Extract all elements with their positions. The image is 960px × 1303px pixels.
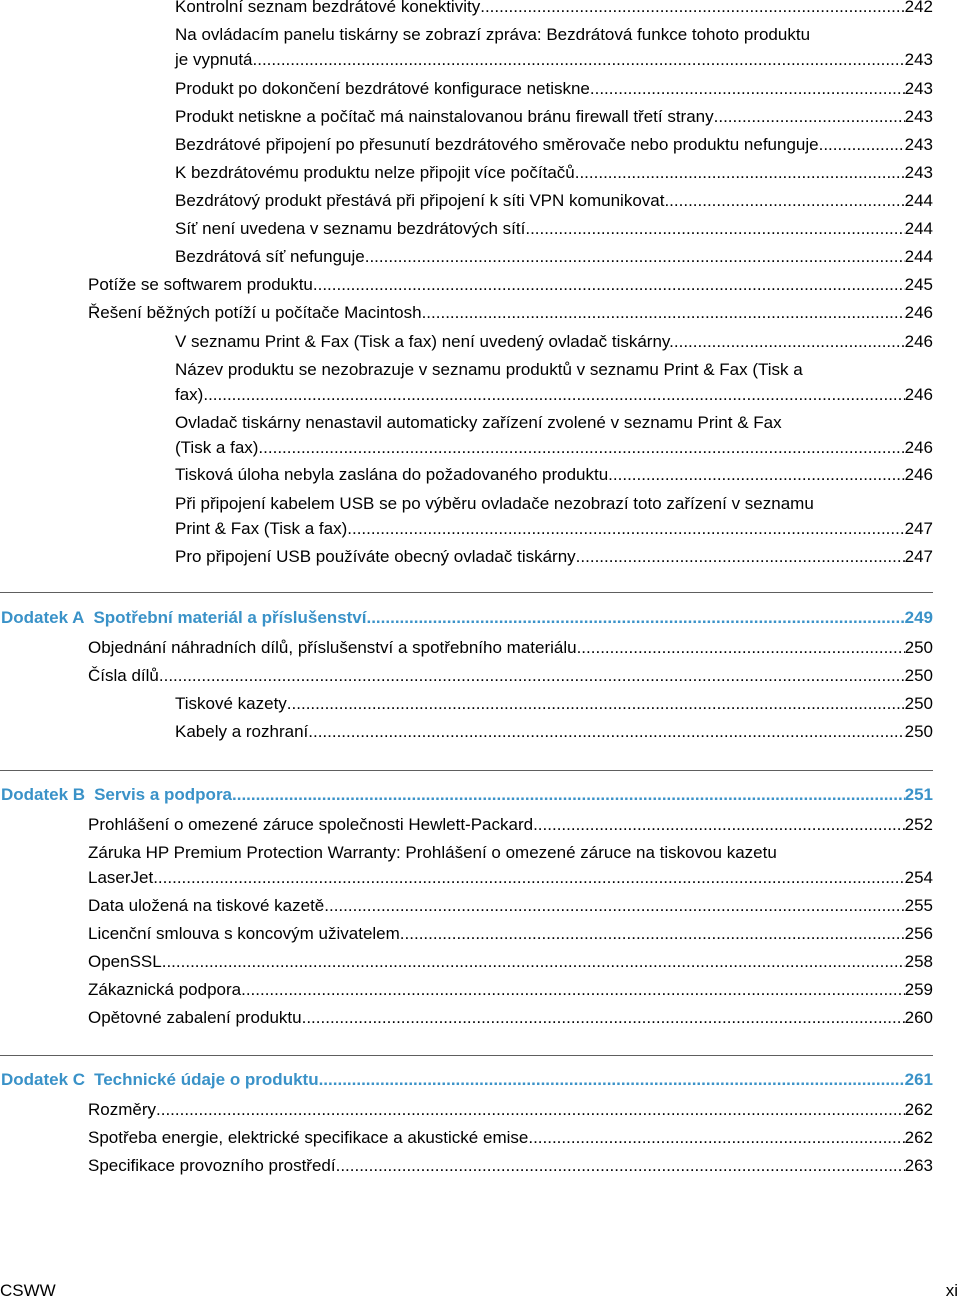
toc-page-number: 242 bbox=[904, 0, 933, 16]
toc-page-number: 246 bbox=[904, 465, 933, 484]
toc-entry[interactable] bbox=[88, 1126, 933, 1151]
toc-page-number: 246 bbox=[904, 332, 933, 351]
toc-entry[interactable] bbox=[88, 841, 933, 890]
dot-leader bbox=[324, 894, 904, 919]
toc-entry[interactable] bbox=[175, 161, 933, 186]
toc-entry-title: Tisková úloha nebyla zaslána do požadovaného produktu. bbox=[175, 465, 613, 484]
toc-entry-title: Tiskové kazety bbox=[175, 694, 287, 713]
toc-entry[interactable] bbox=[88, 950, 933, 975]
toc-entry[interactable] bbox=[175, 23, 933, 72]
footer-doc-code: CSWW bbox=[0, 1281, 56, 1300]
dot-leader bbox=[241, 978, 905, 1003]
appendix-label: Dodatek A Spotřební materiál a příslušenství bbox=[1, 608, 367, 627]
toc-entry-title: je vypnutá bbox=[175, 49, 253, 69]
toc-page-number: 250 bbox=[904, 666, 933, 685]
dot-leader bbox=[525, 217, 904, 242]
toc-page-number: 260 bbox=[904, 1008, 933, 1027]
toc-entry-title: Síť není uvedena v seznamu bezdrátových sítí bbox=[175, 219, 526, 238]
toc-page-number: 243 bbox=[904, 107, 933, 126]
dot-leader bbox=[313, 273, 905, 298]
toc-page-number: 262 bbox=[904, 1100, 933, 1119]
toc-entry-title: Rozměry bbox=[88, 1100, 157, 1119]
toc-entry-title: Kabely a rozhraní bbox=[175, 722, 309, 741]
dot-leader bbox=[533, 813, 905, 838]
toc-entry-title: Data uložená na tiskové kazetě bbox=[88, 896, 325, 915]
toc-entry-title: Produkt netiskne a počítač má nainstalovanou bránu firewall třetí strany bbox=[175, 107, 714, 126]
toc-entry[interactable] bbox=[175, 189, 933, 214]
footer-page-number: xi bbox=[945, 1281, 958, 1300]
toc-entry[interactable] bbox=[88, 1006, 933, 1031]
toc-entry[interactable] bbox=[175, 77, 933, 102]
toc-entry-title: Pro připojení USB používáte obecný ovladač tiskárny bbox=[175, 547, 576, 566]
toc-entry-title: Licenční smlouva s koncovým uživatelem bbox=[88, 924, 400, 943]
toc-entry-title-line1: Název produktu se nezobrazuje v seznamu produktů v seznamu Print & Fax (Tisk a bbox=[175, 360, 803, 379]
dot-leader bbox=[576, 545, 905, 570]
toc-entry-title-line1: Při připojení kabelem USB se po výběru ovladače nezobrazí toto zařízení v seznamu bbox=[175, 494, 814, 513]
toc-entry-title: Potíže se softwarem produktu bbox=[88, 275, 313, 294]
toc-entry[interactable] bbox=[88, 273, 933, 298]
toc-entry[interactable] bbox=[88, 636, 933, 661]
dot-leader bbox=[819, 133, 905, 158]
dot-leader bbox=[577, 636, 905, 661]
appendix-label: Dodatek B Servis a podpora bbox=[1, 785, 233, 804]
toc-entry-title: Řešení běžných potíží u počítače Macintosh bbox=[88, 303, 422, 322]
toc-entry[interactable] bbox=[88, 922, 933, 947]
toc-page-number: 247 bbox=[904, 547, 933, 566]
toc-entry[interactable] bbox=[175, 133, 933, 158]
toc-page-number: 247 bbox=[904, 518, 933, 538]
dot-leader bbox=[162, 950, 905, 975]
toc-entry-title: OpenSSL bbox=[88, 952, 162, 971]
toc-entry-title: Produkt po dokončení bezdrátové konfigurace netiskne bbox=[175, 79, 590, 98]
dot-leader bbox=[714, 105, 905, 130]
toc-page-number: 251 bbox=[904, 785, 933, 804]
toc-entry[interactable] bbox=[175, 330, 933, 355]
toc-page-number: 246 bbox=[904, 303, 933, 322]
toc-page-number: 255 bbox=[904, 896, 933, 915]
dot-leader bbox=[232, 783, 905, 808]
toc-entry[interactable] bbox=[175, 245, 933, 270]
section-divider bbox=[0, 1055, 933, 1056]
toc-entry[interactable] bbox=[88, 301, 933, 326]
toc-entry[interactable] bbox=[88, 813, 933, 838]
dot-leader bbox=[366, 606, 904, 631]
toc-entry-title: LaserJet bbox=[88, 867, 154, 887]
dot-leader bbox=[319, 1068, 905, 1093]
toc-entry[interactable] bbox=[88, 894, 933, 919]
toc-entry[interactable] bbox=[175, 720, 933, 745]
toc-entry-title: Bezdrátový produkt přestává při připojení k síti VPN komunikovat bbox=[175, 191, 665, 210]
dot-leader bbox=[159, 664, 905, 689]
toc-page-number: 243 bbox=[904, 163, 933, 182]
dot-leader bbox=[422, 301, 905, 326]
toc-page-number: 259 bbox=[904, 980, 933, 999]
section-divider bbox=[0, 770, 933, 771]
toc-entry[interactable] bbox=[175, 545, 933, 570]
toc-entry-title: (Tisk a fax). bbox=[175, 437, 264, 457]
dot-leader bbox=[575, 161, 905, 186]
toc-page-number: 254 bbox=[904, 867, 933, 887]
dot-leader bbox=[352, 517, 905, 542]
toc-entry-title: V seznamu Print & Fax (Tisk a fax) není uvedený ovladač tiskárny. bbox=[175, 332, 674, 351]
toc-entry-title: Zákaznická podpora bbox=[88, 980, 242, 999]
dot-leader bbox=[308, 720, 904, 745]
appendix-heading-c[interactable] bbox=[1, 1068, 933, 1093]
toc-entry-title: Bezdrátová síť nefunguje bbox=[175, 247, 365, 266]
dot-leader bbox=[263, 436, 904, 461]
appendix-heading-a[interactable] bbox=[1, 606, 933, 631]
dot-leader bbox=[613, 463, 905, 488]
toc-page-number: 250 bbox=[904, 694, 933, 713]
dot-leader bbox=[528, 1126, 904, 1151]
dot-leader bbox=[590, 77, 905, 102]
toc-page-number: 246 bbox=[904, 384, 933, 404]
toc-entry[interactable] bbox=[175, 217, 933, 242]
toc-page-number: 263 bbox=[904, 1156, 933, 1175]
toc-entry-title: Bezdrátové připojení po přesunutí bezdrátového směrovače nebo produktu nefunguje bbox=[175, 135, 819, 154]
toc-entry[interactable] bbox=[175, 492, 933, 541]
appendix-heading-b[interactable] bbox=[1, 783, 933, 808]
dot-leader bbox=[664, 189, 904, 214]
toc-entry-title: fax) bbox=[175, 384, 204, 404]
dot-leader bbox=[287, 692, 905, 717]
toc-page-number: 252 bbox=[904, 815, 933, 834]
toc-entry-title: Spotřeba energie, elektrické specifikace a akustické emise bbox=[88, 1128, 529, 1147]
toc-entry-title: Kontrolní seznam bezdrátové konektivity bbox=[175, 0, 481, 16]
dot-leader bbox=[400, 922, 905, 947]
toc-entry[interactable] bbox=[88, 1098, 933, 1123]
toc-entry[interactable] bbox=[175, 463, 933, 488]
toc-page-number: 245 bbox=[904, 275, 933, 294]
toc-page-number: 249 bbox=[904, 608, 933, 627]
toc-entry-title: Opětovné zabalení produktu bbox=[88, 1008, 302, 1027]
toc-page-number: 250 bbox=[904, 722, 933, 741]
toc-entry-title: Objednání náhradních dílů, příslušenství a spotřebního materiálu bbox=[88, 638, 577, 657]
toc-entry-title: K bezdrátovému produktu nelze připojit více počítačů bbox=[175, 163, 575, 182]
dot-leader bbox=[365, 245, 905, 270]
toc-page-number: 243 bbox=[904, 135, 933, 154]
toc-page-number: 261 bbox=[904, 1070, 933, 1089]
toc-page-number: 256 bbox=[904, 924, 933, 943]
section-divider bbox=[0, 592, 933, 593]
appendix-label: Dodatek C Technické údaje o produktu bbox=[1, 1070, 319, 1089]
dot-leader bbox=[674, 330, 905, 355]
toc-page-number: 258 bbox=[904, 952, 933, 971]
toc-entry[interactable] bbox=[175, 0, 933, 20]
toc-entry[interactable] bbox=[88, 1154, 933, 1179]
toc-page-number: 262 bbox=[904, 1128, 933, 1147]
dot-leader bbox=[153, 866, 904, 891]
toc-entry-title: Print & Fax (Tisk a fax). bbox=[175, 518, 352, 538]
toc-entry-title-line1: Ovladač tiskárny nenastavil automaticky zařízení zvolené v seznamu Print & Fax bbox=[175, 413, 782, 432]
toc-page-number: 244 bbox=[904, 247, 933, 266]
toc-page-number: 244 bbox=[904, 191, 933, 210]
toc-entry-title: Specifikace provozního prostředí bbox=[88, 1156, 336, 1175]
toc-entry[interactable] bbox=[175, 411, 933, 460]
dot-leader bbox=[480, 0, 904, 20]
toc-entry[interactable] bbox=[88, 664, 933, 689]
toc-entry-title-line1: Záruka HP Premium Protection Warranty: Prohlášení o omezené záruce na tiskovou kazetu bbox=[88, 843, 777, 862]
toc-entry[interactable] bbox=[175, 692, 933, 717]
toc-entry[interactable] bbox=[175, 105, 933, 130]
toc-page-number: 246 bbox=[904, 437, 933, 457]
toc-page-number: 243 bbox=[904, 79, 933, 98]
toc-entry-title: Čísla dílů bbox=[88, 666, 159, 685]
dot-leader bbox=[253, 48, 905, 73]
dot-leader bbox=[156, 1098, 905, 1123]
toc-entry[interactable] bbox=[175, 358, 933, 407]
dot-leader bbox=[203, 383, 904, 408]
toc-entry[interactable] bbox=[88, 978, 933, 1003]
toc-page-number: 244 bbox=[904, 219, 933, 238]
toc-page-number: 250 bbox=[904, 638, 933, 657]
dot-leader bbox=[302, 1006, 905, 1031]
toc-entry-title: Prohlášení o omezené záruce společnosti Hewlett-Packard bbox=[88, 815, 534, 834]
toc-entry-title-line1: Na ovládacím panelu tiskárny se zobrazí zpráva: Bezdrátová funkce tohoto produktu bbox=[175, 25, 811, 44]
dot-leader bbox=[336, 1154, 905, 1179]
toc-page-number: 243 bbox=[904, 49, 933, 69]
